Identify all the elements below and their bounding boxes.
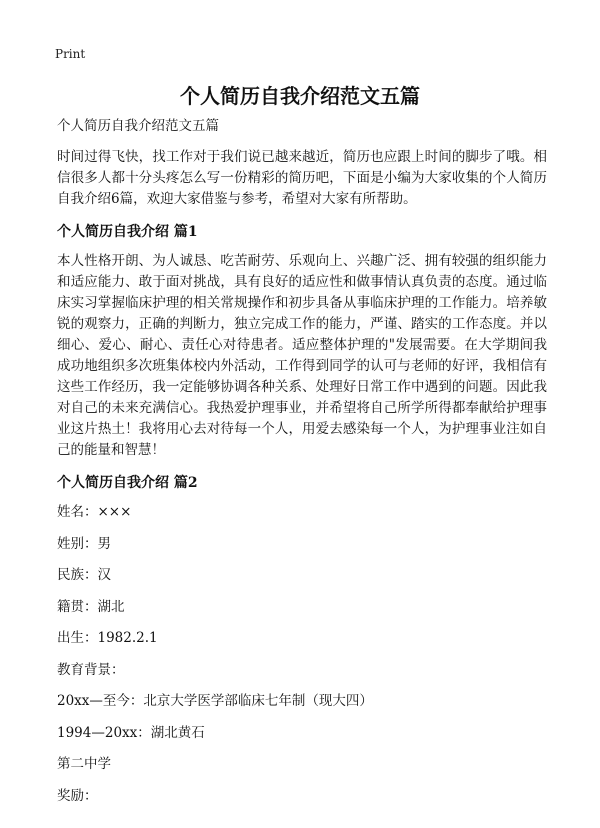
field-education-current: 20xx—至今：北京大学医学部临床七年制（现大四） — [57, 693, 373, 709]
field-gender: 姓别：男 — [57, 535, 111, 552]
section1-heading: 个人简历自我介绍 篇1 — [57, 224, 198, 240]
page-title: 个人简历自我介绍范文五篇 — [180, 84, 420, 108]
section2-heading: 个人简历自我介绍 篇2 — [57, 475, 198, 491]
intro-paragraph: 时间过得飞快，找工作对于我们说已越来越近，简历也应跟上时间的脚步了哦。相信很多人都十分头疼怎么写一份精彩的简历吧，下面是小编为大家收集的个人简历自我介绍6篇，欢迎大家借鉴与参考，希望对大家有所帮助。 — [57, 149, 547, 207]
field-education-school: 第二中学 — [57, 756, 111, 772]
field-name: 姓名：××× — [57, 504, 132, 520]
field-awards-label: 奖励： — [57, 787, 98, 804]
document-body — [57, 116, 547, 807]
resume-fields — [57, 502, 547, 807]
field-hometown: 籍贯：湖北 — [57, 598, 125, 615]
field-ethnicity: 民族：汉 — [57, 567, 111, 583]
field-education-previous: 1994—20xx：湖北黄石 — [57, 724, 205, 741]
section1-paragraph: 本人性格开朗、为人诚恳、吃苦耐劳、乐观向上、兴趣广泛、拥有较强的组织能力和适应能力、敢于面对挑战，具有良好的适应性和做事情认真负责的态度。通过临床实习掌握临床护理的相关常规操作和初步具备从事临床护理的工作能力。培养敏锐的观察力，正确的判断力，独立完成工作的能力，严谨、踏实的工作态度。并以细心、爱心、耐心、责任心对待患者。适应整体护理的"发展需要。在大学期间我成功地组织多次班集体校内外活动，工作得到同学的认可与老师的好评，我相信有这些工作经历，我一定能够协调各种关系、处理好日常工作中遇到的问题。因此我对自己的未来充满信心。我热爱护理事业，并希望将自己所学所得都奉献给护理事业这片热土！我将用心去对待每一个人，用爱去感染每一个人，为护理事业注如自己的能量和智慧！ — [57, 253, 547, 458]
field-education-label: 教育背景： — [57, 661, 125, 678]
print-label: Print — [55, 47, 86, 61]
field-birth: 出生：1982.2.1 — [57, 630, 158, 646]
subtitle: 个人简历自我介绍范文五篇 — [57, 118, 219, 134]
